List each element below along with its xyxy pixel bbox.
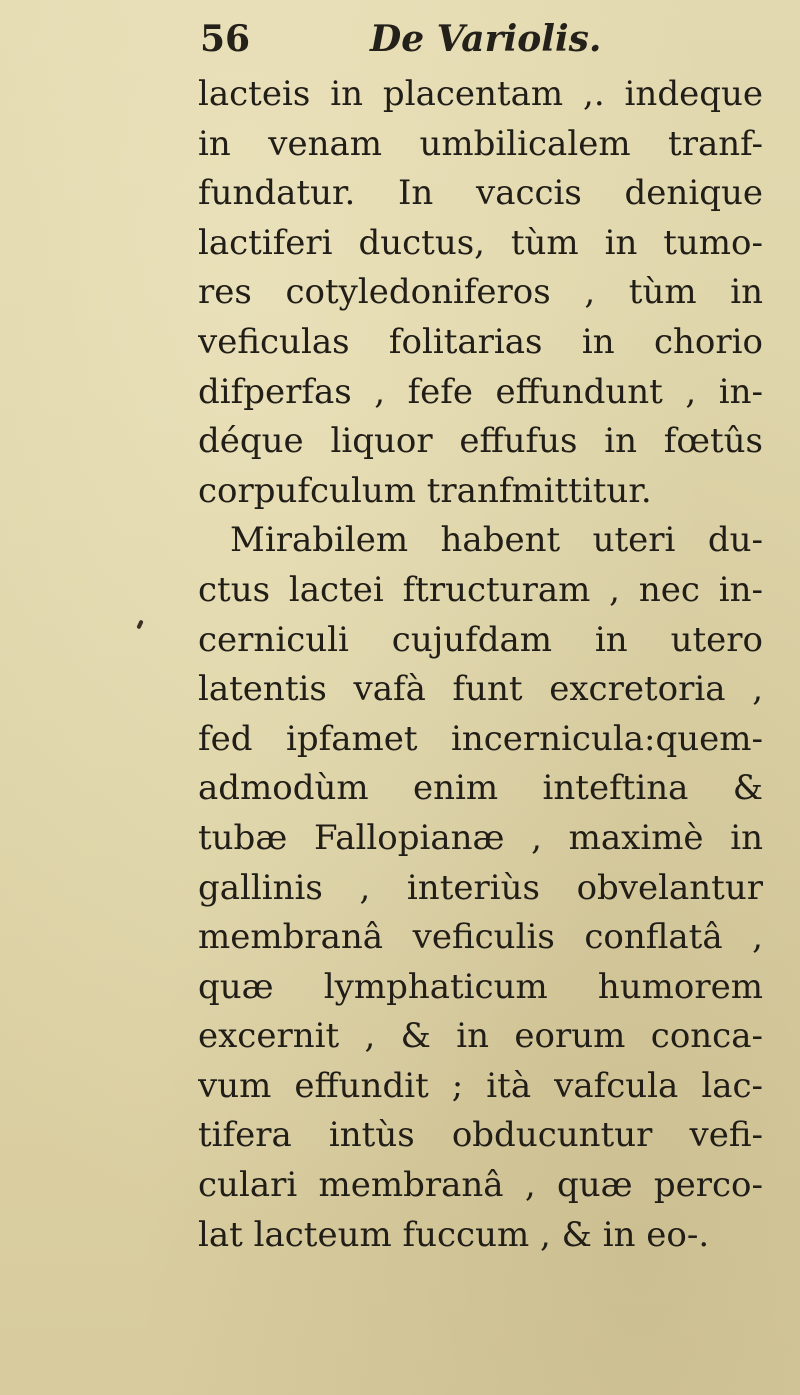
page-number: 56 — [200, 18, 251, 60]
text-line: lactiferi ductus, tùm in tumo- — [198, 222, 763, 263]
paragraph-1 — [198, 70, 763, 516]
text-line: quæ lymphaticum humorem — [198, 966, 763, 1007]
text-line: culari membranâ , quæ perco- — [198, 1165, 763, 1206]
page-header — [200, 14, 760, 64]
ink-speck — [136, 620, 143, 630]
text-line: gallinis , interiùs obvelantur — [198, 867, 763, 908]
text-line: lacteis in placentam ,. indeque — [198, 74, 763, 114]
text-line: in venam umbilicalem tranf- — [198, 123, 763, 164]
running-title: De Variolis. — [370, 18, 602, 60]
text-line: res cotyledoniferos , tùm in — [198, 272, 763, 313]
text-line: difperfas , fefe effundunt , in- — [198, 371, 763, 412]
text-line: corpufculum tranfmittitur. — [198, 470, 652, 511]
text-line: latentis vafà funt excretoria , — [198, 669, 763, 710]
text-line: excernit , & in eorum conca- — [198, 1016, 763, 1057]
text-line: Mirabilem habent uteri du- — [230, 520, 763, 561]
text-line: veficulas folitarias in chorio — [198, 321, 763, 362]
text-line: vum effundit ; ità vafcula lac- — [198, 1065, 763, 1106]
paragraph-2 — [198, 516, 763, 1260]
text-line: admodùm enim inteftina & — [198, 768, 763, 809]
text-line: ctus lactei ftructuram , nec in- — [198, 569, 763, 610]
text-line: déque liquor effufus in fœtûs — [198, 421, 763, 462]
text-line: lat lacteum fuccum , & in eo-. — [198, 1214, 710, 1255]
text-line: tubæ Fallopianæ , maximè in — [198, 817, 763, 858]
text-line: membranâ veficulis conflatâ , — [198, 917, 763, 958]
text-line: fundatur. In vaccis denique — [198, 173, 763, 214]
text-line: tifera intùs obducuntur vefi- — [198, 1115, 763, 1156]
text-line: cerniculi cujufdam in utero — [198, 619, 763, 660]
text-line: fed ipfamet incernicula:quem- — [198, 718, 763, 759]
body-text — [198, 70, 763, 1260]
